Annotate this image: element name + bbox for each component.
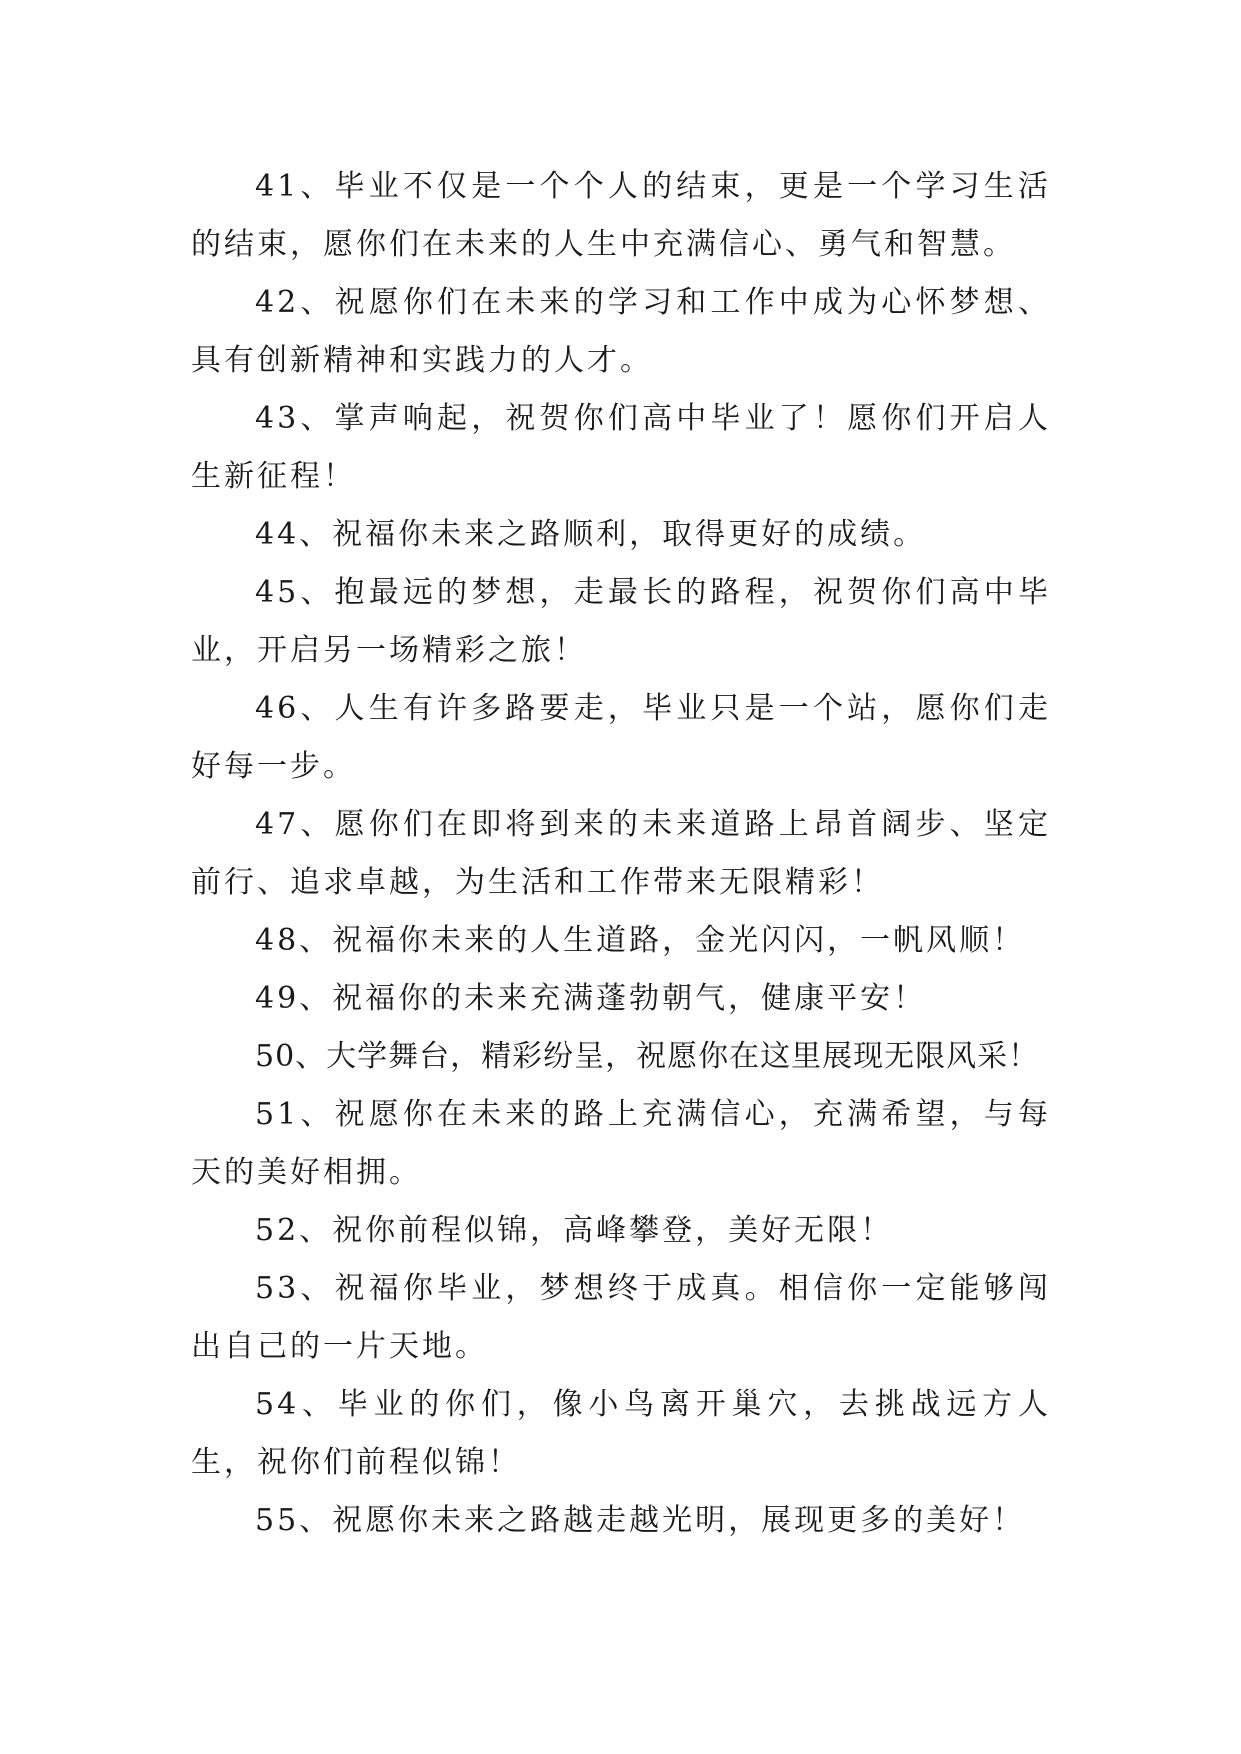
paragraph-54: 54、毕业的你们，像小鸟离开巢穴，去挑战远方人生，祝你们前程似锦！ (191, 1387, 1051, 1480)
paragraph-48: 48、祝福你未来的人生道路，金光闪闪，一帆风顺！ (255, 923, 1026, 958)
paragraph-50: 50、大学舞台，精彩纷呈，祝愿你在这里展现无限风采！ (255, 1039, 1040, 1074)
paragraph-45: 45、抱最远的梦想，走最长的路程，祝贺你们高中毕业，开启另一场精彩之旅！ (191, 575, 1051, 668)
paragraph-53: 53、祝福你毕业，梦想终于成真。相信你一定能够闯出自己的一片天地。 (191, 1271, 1051, 1364)
paragraph-52: 52、祝你前程似锦，高峰攀登，美好无限！ (255, 1213, 894, 1248)
paragraph-55: 55、祝愿你未来之路越走越光明，展现更多的美好！ (255, 1503, 1026, 1538)
paragraph-47: 47、愿你们在即将到来的未来道路上昂首阔步、坚定前行、追求卓越，为生活和工作带来无限精彩！ (191, 807, 1051, 900)
paragraph-41: 41、毕业不仅是一个个人的结束，更是一个学习生活的结束，愿你们在未来的人生中充满信心、勇气和智慧。 (191, 169, 1051, 262)
document-body (191, 158, 1051, 1550)
paragraph-51: 51、祝愿你在未来的路上充满信心，充满希望，与每天的美好相拥。 (191, 1097, 1051, 1190)
paragraph-49: 49、祝福你的未来充满蓬勃朝气，健康平安！ (255, 981, 927, 1016)
paragraph-44: 44、祝福你未来之路顺利，取得更好的成绩。 (255, 517, 927, 552)
paragraph-42: 42、祝愿你们在未来的学习和工作中成为心怀梦想、具有创新精神和实践力的人才。 (191, 285, 1051, 378)
paragraph-46: 46、人生有许多路要走，毕业只是一个站，愿你们走好每一步。 (191, 691, 1051, 784)
paragraph-43: 43、掌声响起，祝贺你们高中毕业了！愿你们开启人生新征程！ (191, 401, 1051, 494)
